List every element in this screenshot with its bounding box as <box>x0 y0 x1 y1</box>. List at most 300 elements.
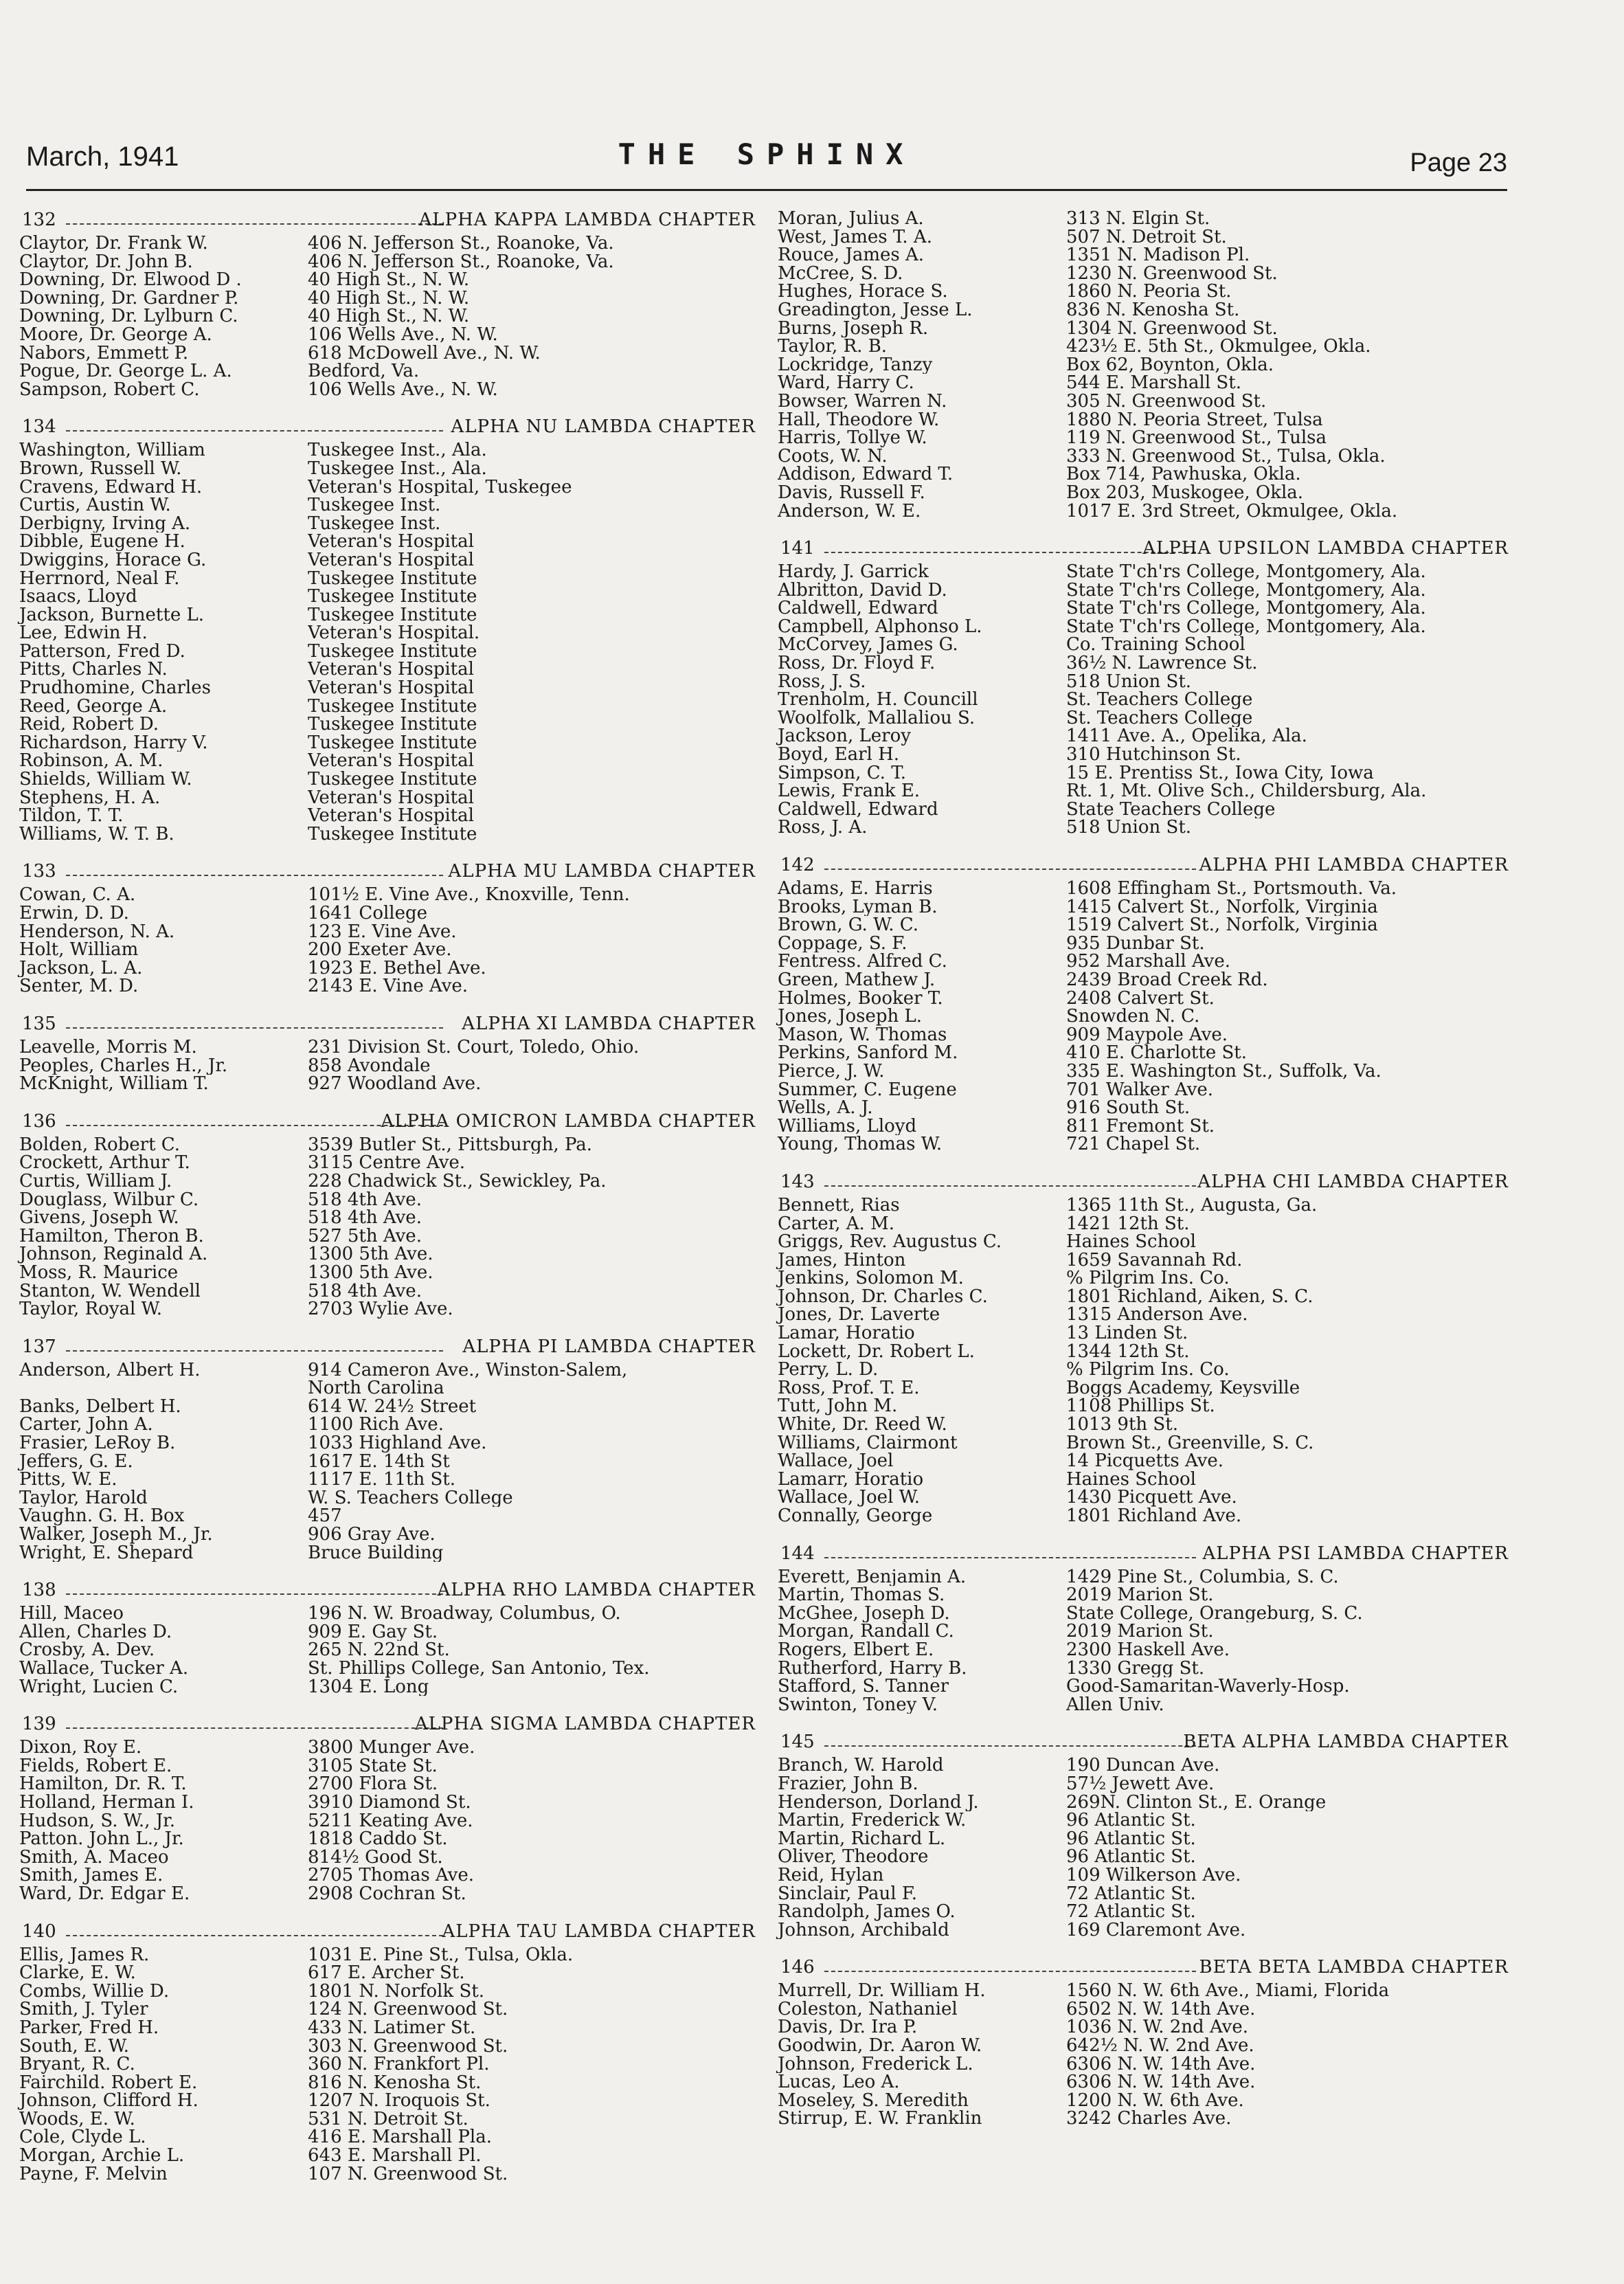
member-name: Morgan, Randall C. <box>778 1622 954 1641</box>
member-address: 1031 E. Pine St., Tulsa, Okla. <box>308 1945 574 1964</box>
chapter-name: ALPHA CHI LAMBDA CHAPTER <box>1197 1171 1509 1192</box>
member-row <box>16 1057 756 1075</box>
issue-date: March, 1941 <box>26 142 179 172</box>
member-address: Bruce Building <box>308 1543 444 1563</box>
member-row <box>16 734 756 752</box>
member-row <box>775 1288 1509 1306</box>
member-name: Downing, Dr. Lylburn C. <box>19 307 238 326</box>
member-name: Sampson, Robert C. <box>19 380 200 399</box>
page-number: Page 23 <box>1410 148 1507 177</box>
member-address: 72 Atlantic St. <box>1066 1903 1196 1921</box>
member-name: Jenkins, Solomon M. <box>778 1269 964 1288</box>
member-row <box>16 1172 756 1191</box>
member-row <box>16 344 756 363</box>
member-row <box>775 1677 1509 1696</box>
member-row <box>775 727 1509 746</box>
member-address: 406 N. Jefferson St., Roanoke, Va. <box>308 252 614 271</box>
member-name: Rogers, Elbert E. <box>778 1640 934 1659</box>
member-address: 2019 Marion St. <box>1066 1586 1214 1604</box>
member-address: 2439 Broad Creek Rd. <box>1066 970 1268 989</box>
member-name: Patton. John L., Jr. <box>19 1830 184 1848</box>
member-row <box>16 1885 756 1903</box>
member-address: 1801 Richland Ave. <box>1066 1507 1242 1525</box>
member-name: Perkins, Sanford M. <box>778 1044 958 1062</box>
member-name: Taylor, Harold <box>19 1488 148 1508</box>
member-address: 1429 Pine St., Columbia, S. C. <box>1066 1567 1339 1587</box>
member-address: 935 Dunbar St. <box>1066 934 1205 953</box>
member-row <box>775 1379 1509 1398</box>
chapter-number: 133 <box>22 861 56 882</box>
member-row <box>775 392 1509 411</box>
member-row <box>775 1903 1509 1921</box>
member-address: 811 Fremont St. <box>1066 1117 1215 1136</box>
member-name: Albritton, David D. <box>778 581 947 600</box>
member-name: Rouce, James A. <box>778 246 925 265</box>
member-name: Murrell, Dr. William H. <box>778 1982 986 2000</box>
member-address: 124 N. Greenwood St. <box>308 2000 508 2019</box>
member-name: Summer, C. Eugene <box>778 1080 957 1099</box>
member-address: Bedford, Va. <box>308 362 420 381</box>
member-name: Young, Thomas W. <box>778 1135 943 1154</box>
member-address: Veteran's Hospital <box>308 550 474 570</box>
member-name: Johnson, Frederick L. <box>778 2055 973 2074</box>
member-address: 2705 Thomas Ave. <box>308 1866 474 1885</box>
member-row <box>16 2055 756 2074</box>
member-row <box>16 1154 756 1172</box>
member-row <box>775 1622 1509 1641</box>
member-name: Smith, A. Maceo <box>19 1848 169 1867</box>
member-row <box>775 1434 1509 1453</box>
member-row <box>775 1604 1509 1623</box>
member-name: Johnson, Dr. Charles C. <box>778 1287 988 1306</box>
member-name: Holmes, Booker T. <box>778 989 943 1008</box>
member-address: 101½ E. Vine Ave., Knoxville, Tenn. <box>308 886 630 904</box>
chapter-heading <box>16 1580 756 1603</box>
chapter-number: 142 <box>780 855 815 875</box>
member-address: 2019 Marion St. <box>1066 1622 1214 1641</box>
member-name: Robinson, A. M. <box>19 752 163 771</box>
member-address: 721 Chapel St. <box>1066 1135 1201 1154</box>
member-name: Frasier, LeRoy B. <box>19 1434 176 1453</box>
member-name: Dibble, Eugene H. <box>19 533 185 551</box>
member-row <box>16 904 756 923</box>
member-name: Anderson, W. E. <box>778 502 921 521</box>
dashed-leader <box>824 869 1196 870</box>
member-address: 531 N. Detroit St. <box>308 2109 469 2129</box>
member-address: 1033 Highland Ave. <box>308 1434 487 1453</box>
member-name: Curtis, Austin W. <box>19 496 171 515</box>
member-address: Box 203, Muskogee, Okla. <box>1066 483 1304 502</box>
member-name: Martin, Frederick W. <box>778 1811 967 1830</box>
dashed-leader <box>66 1350 443 1352</box>
member-name: Burns, Joseph R. <box>778 319 929 338</box>
member-address: Co. Training School <box>1066 636 1245 655</box>
member-address: Tuskegee Institute <box>308 770 477 789</box>
member-name: Bennett, Rias <box>778 1196 900 1215</box>
member-address: 642½ N. W. 2nd Ave. <box>1066 2037 1254 2055</box>
member-address: 701 Walker Ave. <box>1066 1080 1214 1099</box>
member-address: 518 4th Ave. <box>308 1209 422 1227</box>
member-address: State College, Orangeburg, S. C. <box>1066 1604 1363 1623</box>
member-name: Lamarr, Horatio <box>778 1470 924 1489</box>
member-address: 1351 N. Madison Pl. <box>1066 246 1250 265</box>
member-address: 1330 Gregg St. <box>1066 1659 1205 1678</box>
member-address: 2300 Haskell Ave. <box>1066 1640 1230 1659</box>
member-row <box>16 715 756 734</box>
member-name: Tutt, John M. <box>778 1397 898 1416</box>
member-address: 6306 N. W. 14th Ave. <box>1066 2055 1256 2074</box>
member-name: Pitts, Charles N. <box>19 660 168 680</box>
member-address: 406 N. Jefferson St., Roanoke, Va. <box>308 234 614 253</box>
dashed-leader <box>66 875 443 876</box>
member-row <box>16 515 756 533</box>
member-row <box>16 1075 756 1093</box>
member-name: Addison, Edward T. <box>778 465 954 484</box>
chapter-number: 136 <box>22 1110 56 1132</box>
member-row <box>775 1233 1509 1251</box>
member-name: Bowser, Warren N. <box>778 392 947 411</box>
member-address: 265 N. 22nd St. <box>308 1641 450 1659</box>
member-name: Caldwell, Edward <box>778 599 938 618</box>
member-address: Tuskegee Institute <box>308 605 477 625</box>
member-name: Tildon, T. T. <box>19 807 124 825</box>
member-name: Cowan, C. A. <box>19 886 136 904</box>
member-name: Davis, Russell F. <box>778 483 925 502</box>
member-row <box>16 789 756 807</box>
member-row <box>16 941 756 959</box>
member-row <box>775 618 1509 636</box>
member-name: Henderson, Dorland J. <box>778 1793 979 1812</box>
member-address: 1304 E. Long <box>308 1677 429 1697</box>
member-address: 96 Atlantic St. <box>1066 1811 1196 1830</box>
member-row <box>775 1135 1509 1154</box>
member-address: 518 4th Ave. <box>308 1190 422 1209</box>
member-name: McCree, S. D. <box>778 264 903 283</box>
member-address: 457 <box>308 1507 342 1526</box>
member-row <box>775 563 1509 581</box>
member-name: Morgan, Archie L. <box>19 2147 185 2165</box>
member-row <box>775 1062 1509 1081</box>
member-address: North Carolina <box>308 1379 444 1398</box>
member-row <box>16 1415 756 1434</box>
member-address: 57½ Jewett Ave. <box>1066 1774 1215 1793</box>
member-name: Adams, E. Harris <box>778 880 933 898</box>
member-address: 410 E. Charlotte St. <box>1066 1044 1248 1062</box>
member-address: 1108 Phillips St. <box>1066 1397 1215 1416</box>
member-name: Isaacs, Lloyd <box>19 587 137 606</box>
member-row <box>775 673 1509 691</box>
member-address: 618 McDowell Ave., N. W. <box>308 344 541 363</box>
member-row <box>775 971 1509 989</box>
member-name: Davis, Dr. Ira P. <box>778 2018 918 2037</box>
member-address: 858 Avondale <box>308 1056 431 1075</box>
member-name: Wallace, Joel <box>778 1452 894 1470</box>
member-address: 1411 Ave. A., Opelika, Ala. <box>1066 727 1307 746</box>
member-name: McKnight, William T. <box>19 1075 209 1093</box>
dashed-leader <box>824 1185 1196 1187</box>
chapter-section <box>16 1714 756 1903</box>
member-name: Lee, Edwin H. <box>19 624 148 642</box>
member-name: Vaughn. G. H. Box <box>19 1507 185 1526</box>
member-row <box>16 959 756 978</box>
member-row <box>775 228 1509 247</box>
member-row <box>16 825 756 844</box>
member-name: Sinclair, Paul F. <box>778 1884 918 1903</box>
member-address: 123 E. Vine Ave. <box>308 922 457 941</box>
member-row <box>16 752 756 770</box>
member-name: Bolden, Robert C. <box>19 1135 181 1154</box>
member-address: 927 Woodland Ave. <box>308 1075 482 1093</box>
member-address: 1013 9th St. <box>1066 1415 1178 1434</box>
member-row <box>16 1434 756 1453</box>
member-row <box>16 289 756 308</box>
member-name: Swinton, Toney V. <box>778 1695 938 1714</box>
member-row <box>775 1452 1509 1470</box>
member-row <box>775 818 1509 837</box>
member-name: Brown, G. W. C. <box>778 916 919 934</box>
chapter-name: ALPHA PSI LAMBDA CHAPTER <box>1202 1543 1509 1564</box>
member-row <box>16 807 756 825</box>
member-address: 544 E. Marshall St. <box>1066 374 1241 392</box>
member-address: W. S. Teachers College <box>308 1488 513 1508</box>
member-row <box>775 1117 1509 1136</box>
dashed-leader <box>824 552 1196 553</box>
member-address: 1200 N. W. 6th Ave. <box>1066 2091 1244 2110</box>
member-name: Herrnord, Neal F. <box>19 569 180 588</box>
member-name: Ward, Dr. Edgar E. <box>19 1884 190 1903</box>
member-row <box>775 1081 1509 1099</box>
member-name: Senter, M. D. <box>19 977 139 996</box>
member-address: 1421 12th St. <box>1066 1214 1190 1233</box>
member-address: Boggs Academy, Keysville <box>1066 1378 1300 1398</box>
member-name: Lockridge, Tanzy <box>778 355 933 374</box>
dashed-leader <box>824 1971 1196 1972</box>
member-row <box>775 1099 1509 1117</box>
member-name: Givens, Joseph W. <box>19 1209 179 1227</box>
member-address: 228 Chadwick St., Sewickley, Pa. <box>308 1172 607 1191</box>
member-address: 40 High St., N. W. <box>308 271 470 289</box>
chapter-section <box>775 538 1509 837</box>
member-name: Dixon, Roy E. <box>19 1738 142 1757</box>
member-name: Smith, J. Tyler <box>19 2000 148 2019</box>
page-title: THE SPHINX <box>618 137 916 171</box>
member-row <box>16 1982 756 2001</box>
member-address: Tuskegee Institute <box>308 642 477 661</box>
member-name: Lockett, Dr. Robert L. <box>778 1342 975 1361</box>
member-address: State T'ch'rs College, Montgomery, Ala. <box>1066 563 1426 581</box>
member-row <box>775 934 1509 953</box>
member-row <box>16 1470 756 1489</box>
chapter-number: 134 <box>22 416 56 438</box>
member-address: 72 Atlantic St. <box>1066 1884 1196 1903</box>
member-row <box>775 654 1509 673</box>
member-address: 3115 Centre Ave. <box>308 1154 466 1172</box>
member-row <box>775 1885 1509 1903</box>
member-row <box>16 2074 756 2092</box>
member-row <box>775 484 1509 502</box>
member-row <box>16 533 756 551</box>
member-address: 1300 5th Ave. <box>308 1245 433 1264</box>
member-row <box>775 1659 1509 1678</box>
member-row <box>775 1586 1509 1604</box>
member-name: Smith, James E. <box>19 1866 163 1885</box>
member-row <box>16 1136 756 1154</box>
dashed-leader <box>66 1593 443 1595</box>
member-address: 269N. Clinton St., E. Orange <box>1066 1793 1327 1812</box>
member-address: Tuskegee Institute <box>308 697 477 716</box>
member-row <box>16 326 756 344</box>
member-name: Everett, Benjamin A. <box>778 1567 967 1587</box>
member-row <box>16 2110 756 2129</box>
member-address: 1560 N. W. 6th Ave., Miami, Florida <box>1066 1982 1390 2000</box>
member-name <box>16 1379 308 1398</box>
member-name: McGhee, Joseph D. <box>778 1604 950 1623</box>
member-address: Veteran's Hospital <box>308 788 474 807</box>
member-row <box>775 1811 1509 1830</box>
member-address: 2408 Calvert St. <box>1066 989 1215 1008</box>
member-name: Curtis, William J. <box>19 1172 172 1191</box>
member-name: Downing, Dr. Gardner P. <box>19 289 239 308</box>
member-row <box>775 2000 1509 2019</box>
member-row <box>775 265 1509 283</box>
member-name: Wright, E. Shepard <box>19 1543 194 1563</box>
member-row <box>775 320 1509 338</box>
member-name: Brooks, Lyman B. <box>778 897 938 917</box>
member-address: Allen Univ. <box>1066 1695 1164 1714</box>
member-name: Parker, Fred H. <box>19 2018 159 2037</box>
member-name: Hill, Maceo <box>19 1604 124 1623</box>
member-name: Randolph, James O. <box>778 1903 956 1921</box>
member-row <box>16 478 756 497</box>
member-address: Veteran's Hospital. <box>308 624 480 642</box>
member-address: Tuskegee Inst., Ala. <box>308 441 487 460</box>
chapter-name: ALPHA PI LAMBDA CHAPTER <box>462 1336 756 1357</box>
dashed-leader <box>66 223 443 225</box>
member-name: Martin, Richard L. <box>778 1829 946 1848</box>
member-row <box>775 952 1509 971</box>
member-name: James, Hinton <box>778 1251 906 1270</box>
member-address: 14 Picquetts Ave. <box>1066 1452 1224 1470</box>
member-name: Nabors, Emmett P. <box>19 344 189 363</box>
member-row <box>16 642 756 661</box>
member-address: 1365 11th St., Augusta, Ga. <box>1066 1196 1318 1215</box>
chapter-section <box>16 861 756 996</box>
member-name: Griggs, Rev. Augustus C. <box>778 1233 1002 1251</box>
member-name: McCorvey, James G. <box>778 636 958 655</box>
member-name: Stephens, H. A. <box>19 788 161 807</box>
member-name: Moss, R. Maurice <box>19 1263 179 1282</box>
member-address: 333 N. Greenwood St., Tulsa, Okla. <box>1066 447 1386 466</box>
member-row <box>775 1044 1509 1062</box>
member-address: Veteran's Hospital <box>308 752 474 771</box>
member-name: Payne, F. Melvin <box>19 2164 168 2184</box>
member-name: Patterson, Fred D. <box>19 642 185 661</box>
member-name: Jackson, L. A. <box>19 959 143 978</box>
member-row <box>775 1488 1509 1507</box>
member-name: Williams, Lloyd <box>778 1117 917 1136</box>
member-address: 1801 Richland, Aiken, S. C. <box>1066 1287 1313 1306</box>
member-address: 1100 Rich Ave. <box>308 1415 444 1435</box>
member-name: Jackson, Burnette L. <box>19 605 205 625</box>
member-name: Ellis, James R. <box>19 1945 150 1964</box>
member-name: Erwin, D. D. <box>19 904 129 923</box>
member-row <box>775 1343 1509 1361</box>
member-row <box>16 307 756 326</box>
member-name: West, James T. A. <box>778 227 932 247</box>
member-name: Crosby, A. Dev. <box>19 1641 155 1659</box>
member-row <box>775 465 1509 484</box>
member-address: 106 Wells Ave., N. W. <box>308 325 498 344</box>
dashed-leader <box>66 430 443 432</box>
member-address: 518 4th Ave. <box>308 1281 422 1301</box>
member-row <box>16 1866 756 1885</box>
member-row <box>16 234 756 253</box>
member-name: Jones, Joseph L. <box>778 1007 923 1026</box>
member-address: 305 N. Greenwood St. <box>1066 392 1267 411</box>
member-row <box>775 1793 1509 1812</box>
member-row <box>775 374 1509 392</box>
member-row <box>775 2037 1509 2055</box>
member-address: Tuskegee Institute <box>308 587 477 606</box>
member-name: Green, Mathew J. <box>778 970 936 989</box>
member-name: Woolfolk, Mallaliou S. <box>778 708 975 728</box>
member-name: Crockett, Arthur T. <box>19 1154 190 1172</box>
member-address: 303 N. Greenwood St. <box>308 2037 508 2056</box>
member-address: Haines School <box>1066 1470 1196 1489</box>
member-address: 3910 Diamond St. <box>308 1793 471 1812</box>
member-row <box>16 1604 756 1623</box>
member-name: Prudhomine, Charles <box>19 679 211 697</box>
member-row <box>16 2128 756 2147</box>
chapter-heading <box>775 855 1509 878</box>
member-address: 190 Duncan Ave. <box>1066 1756 1220 1775</box>
member-address: 6502 N. W. 14th Ave. <box>1066 2000 1256 2019</box>
member-address: Tuskegee Inst. <box>308 514 441 533</box>
member-name: Cole, Clyde L. <box>19 2128 146 2147</box>
dashed-leader <box>66 1935 443 1936</box>
chapter-heading <box>775 1543 1509 1567</box>
member-name: Greadington, Jesse L. <box>778 300 973 320</box>
member-name: Wallace, Joel W. <box>778 1488 921 1507</box>
member-row <box>775 1866 1509 1885</box>
chapter-name: BETA ALPHA LAMBDA CHAPTER <box>1183 1732 1509 1753</box>
member-name: Boyd, Earl H. <box>778 746 900 764</box>
dashed-leader <box>824 1745 1196 1747</box>
member-name: Banks, Delbert H. <box>19 1397 181 1416</box>
member-row <box>775 599 1509 618</box>
member-row <box>16 1361 756 1380</box>
member-name: Reid, Hylan <box>778 1866 884 1885</box>
member-name: Anderson, Albert H. <box>19 1361 201 1380</box>
member-address: 1117 E. 11th St. <box>308 1470 456 1489</box>
member-address: Tuskegee Inst., Ala. <box>308 459 487 478</box>
member-row <box>775 301 1509 320</box>
member-row <box>16 1300 756 1319</box>
member-row <box>16 1641 756 1659</box>
member-address: St. Teachers College <box>1066 691 1253 709</box>
member-address: 1230 N. Greenwood St. <box>1066 264 1278 283</box>
chapter-heading <box>775 1732 1509 1755</box>
member-address: 96 Atlantic St. <box>1066 1829 1196 1848</box>
member-address: 1860 N. Peoria St. <box>1066 282 1232 301</box>
member-name: Jones, Dr. Laverte <box>778 1306 940 1325</box>
chapter-name: ALPHA TAU LAMBDA CHAPTER <box>442 1921 756 1942</box>
chapter-name: ALPHA OMICRON LAMBDA CHAPTER <box>381 1110 756 1132</box>
member-name: Taylor, Royal W. <box>19 1300 163 1319</box>
member-row <box>775 880 1509 898</box>
member-name: Fentress. Alfred C. <box>778 952 947 971</box>
member-row <box>16 1848 756 1867</box>
